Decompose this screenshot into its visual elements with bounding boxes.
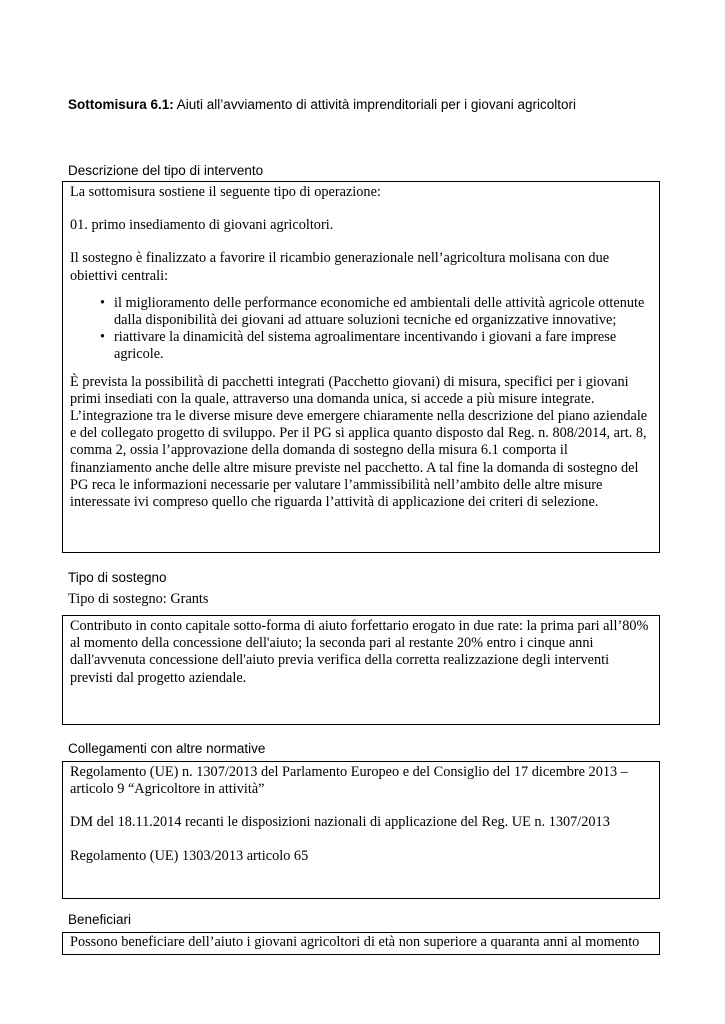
regulations-box [62,761,660,899]
objectives-list [70,295,653,364]
measure-title [68,97,576,112]
support-type-box [62,615,660,725]
description-paragraph: La sottomisura sostiene il seguente tipo di operazione: [70,184,381,200]
measure-title-text: Aiuti all’avviamento di attività imprenditoriali per i giovani agricoltori [173,97,576,112]
section-label-beneficiaries: Beneficiari [68,912,132,927]
section-label-description: Descrizione del tipo di intervento [68,163,264,178]
list-item [100,329,653,363]
beneficiaries-paragraph: Possono beneficiare dell’aiuto i giovani agricoltori di età non superiore a quaranta anni al momento [70,934,640,950]
bullet-icon: • [100,294,106,311]
section-label-support-type: Tipo di sostegno [68,570,167,585]
description-paragraph: È prevista la possibilità di pacchetti integrati (Pacchetto giovani) di misura, specifici per i giovani primi insediati con la quale, attraverso una domanda unica, si accede a più misure integrate. L’integrazione tra le diverse misure deve emergere chiaramente nella descrizione del piano aziendale e del collegato progetto di sviluppo. Per il PG si applica quanto disposto dal Reg. n. 808/2014, art. 8, comma 2, ossia l’approvazione della domanda di sostegno della misura 6.1 comporta il finanziamento anche delle altre misure previste nel pacchetto. A tal fine la domanda di sostegno del PG reca le informazioni necessarie per valutare l’ammissibilità nell’ambito delle altre misure interessate ivi compreso quello che riguarda l’attività di applicazione dei criteri di selezione. [70,373,648,511]
section-label-regulations: Collegamenti con altre normative [68,741,266,756]
list-item-text: il miglioramento delle performance economiche ed ambientali delle attività agricole ottenute dalla disponibilità dei giovani ad attuare soluzioni tecniche ed organizzative innovative; [114,294,645,329]
bullet-icon: • [100,329,106,346]
support-type-paragraph: Contributo in conto capitale sotto-forma di aiuto forfettario erogato in due rate: la prima pari all’80% al momento della concessione dell'aiuto; la seconda pari al restante 20% entro i cinque anni dall'avvenuta concessione dell'aiuto previa verifica della corretta realizzazione degli interventi previsti dal progetto aziendale. [70,618,649,686]
description-box [62,181,660,553]
measure-title-code: Sottomisura 6.1: [68,97,174,112]
support-type-line: Tipo di sostegno: Grants [68,591,209,607]
beneficiaries-box [62,932,660,955]
description-paragraph: 01. primo insediamento di giovani agricoltori. [70,217,334,234]
regulation-paragraph: Regolamento (UE) 1303/2013 articolo 65 [70,847,309,864]
list-item [100,294,653,329]
description-paragraph: Il sostegno è finalizzato a favorire il ricambio generazionale nell’agricoltura molisana con due obiettivi centrali: [70,250,610,284]
regulation-paragraph: DM del 18.11.2014 recanti le disposizioni nazionali di applicazione del Reg. UE n. 1307/2013 [70,814,610,831]
regulation-paragraph: Regolamento (UE) n. 1307/2013 del Parlamento Europeo e del Consiglio del 17 dicembre 2013 – articolo 9 “Agricoltore in attività” [70,764,628,798]
list-item-text: riattivare la dinamicità del sistema agroalimentare incentivando i giovani a fare imprese agricole. [114,329,617,363]
